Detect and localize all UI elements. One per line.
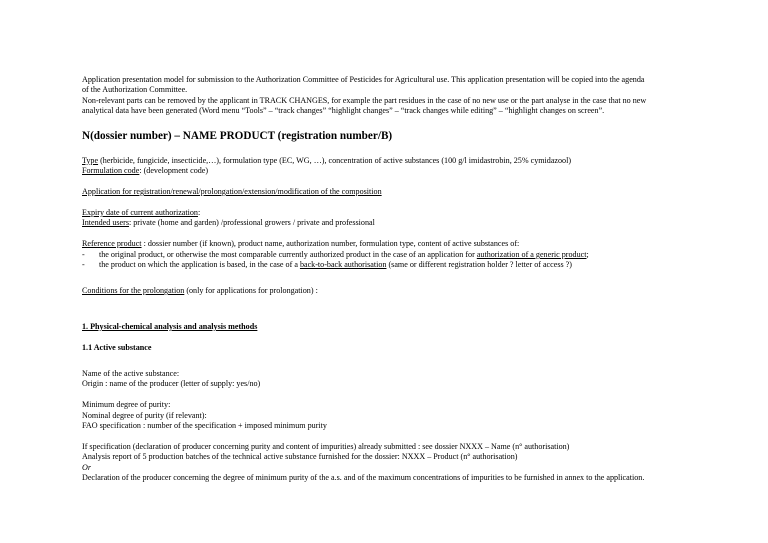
reference-product-text: : dossier number (if known), product name, authorization number, formulation type, content of active substances of: [141, 239, 520, 248]
formulation-label: Formulation code [82, 166, 140, 175]
reference-product-line [82, 239, 519, 250]
intended-users-line [82, 218, 375, 229]
bullet-text [99, 260, 572, 271]
conditions-text: (only for applications for prolongation) : [184, 286, 318, 295]
intro-line-4: analytical data have been generated (Word menu “Tools” – “track changes” “highlight changes” – “track changes while editing” – “highlight changes on screen”. [82, 106, 605, 115]
bullet-text-post: (same or different registration holder ? letter of access ?) [386, 260, 572, 269]
bullet-text-post: ; [586, 250, 589, 259]
formulation-line [82, 166, 208, 177]
active-substance-name-line: Name of the active substance: [82, 369, 180, 378]
intended-users-label: Intended users [82, 218, 129, 227]
section-heading-1-1: 1.1 Active substance [82, 343, 152, 352]
specification-line: If specification (declaration of producer concerning purity and content of impurities) already submitted : see dossier NXXX – Name (n° authorisation) [82, 442, 570, 451]
formulation-text: : (development code) [139, 166, 209, 175]
intro-line-3: Non-relevant parts can be removed by the applicant in TRACK CHANGES, for example the part residues in the case of no new use or the part analyse in the case that no new [82, 96, 647, 105]
generic-product-link: authorization of a generic product [476, 250, 587, 259]
conditions-line [82, 286, 318, 297]
bullet-dash: - [82, 250, 85, 259]
reference-product-label: Reference product [82, 239, 142, 248]
minimum-purity-line: Minimum degree of purity: [82, 400, 171, 409]
application-line: Application for registration/renewal/prolongation/extension/modification of the composition [82, 187, 382, 196]
intro-line-2: of the Authorization Committee. [82, 85, 188, 94]
fao-specification-line: FAO specification : number of the specification + imposed minimum purity [82, 421, 327, 430]
nominal-purity-line: Nominal degree of purity (if relevant): [82, 411, 207, 420]
analysis-report-line: Analysis report of 5 production batches of the technical active substance furnished for the dossier: NXXX – Product (n° authorisation) [82, 452, 518, 461]
conditions-label: Conditions for the prolongation [82, 286, 185, 295]
origin-line: Origin : name of the producer (letter of supply: yes/no) [82, 379, 261, 388]
intro-line-1: Application presentation model for submission to the Authorization Committee of Pesticides for Agricultural use. This application presentation will be copied into the agenda [82, 75, 645, 84]
or-text: Or [82, 463, 91, 472]
section-heading-1: 1. Physical-chemical analysis and analysis methods [82, 322, 258, 331]
bullet-text-pre: the original product, or otherwise the most comparable currently authorized product in the case of an application for [99, 250, 477, 259]
intended-users-text: : private (home and garden) /professional growers / private and professional [128, 218, 375, 227]
bullet-dash: - [82, 260, 85, 269]
expiry-label: Expiry date of current authorization [82, 208, 198, 217]
bullet-text-pre: the product on which the application is based, in the case of a [99, 260, 300, 269]
expiry-line [82, 208, 200, 219]
type-label: Type [82, 156, 99, 165]
document-title: N(dossier number) – NAME PRODUCT (registration number/B) [82, 130, 393, 142]
expiry-text: : [197, 208, 201, 217]
type-line [82, 156, 571, 167]
back-to-back-link: back-to-back authorisation [299, 260, 387, 269]
producer-declaration-line: Declaration of the producer concerning the degree of minimum purity of the a.s. and of the maximum concentrations of impurities to be furnished in annex to the application. [82, 473, 645, 482]
type-text: (herbicide, fungicide, insecticide,…), formulation type (EC, WG, …), concentration of active substances (100 g/l imidastrobin, 25% cymidazool) [98, 156, 572, 165]
bullet-text [99, 250, 589, 261]
